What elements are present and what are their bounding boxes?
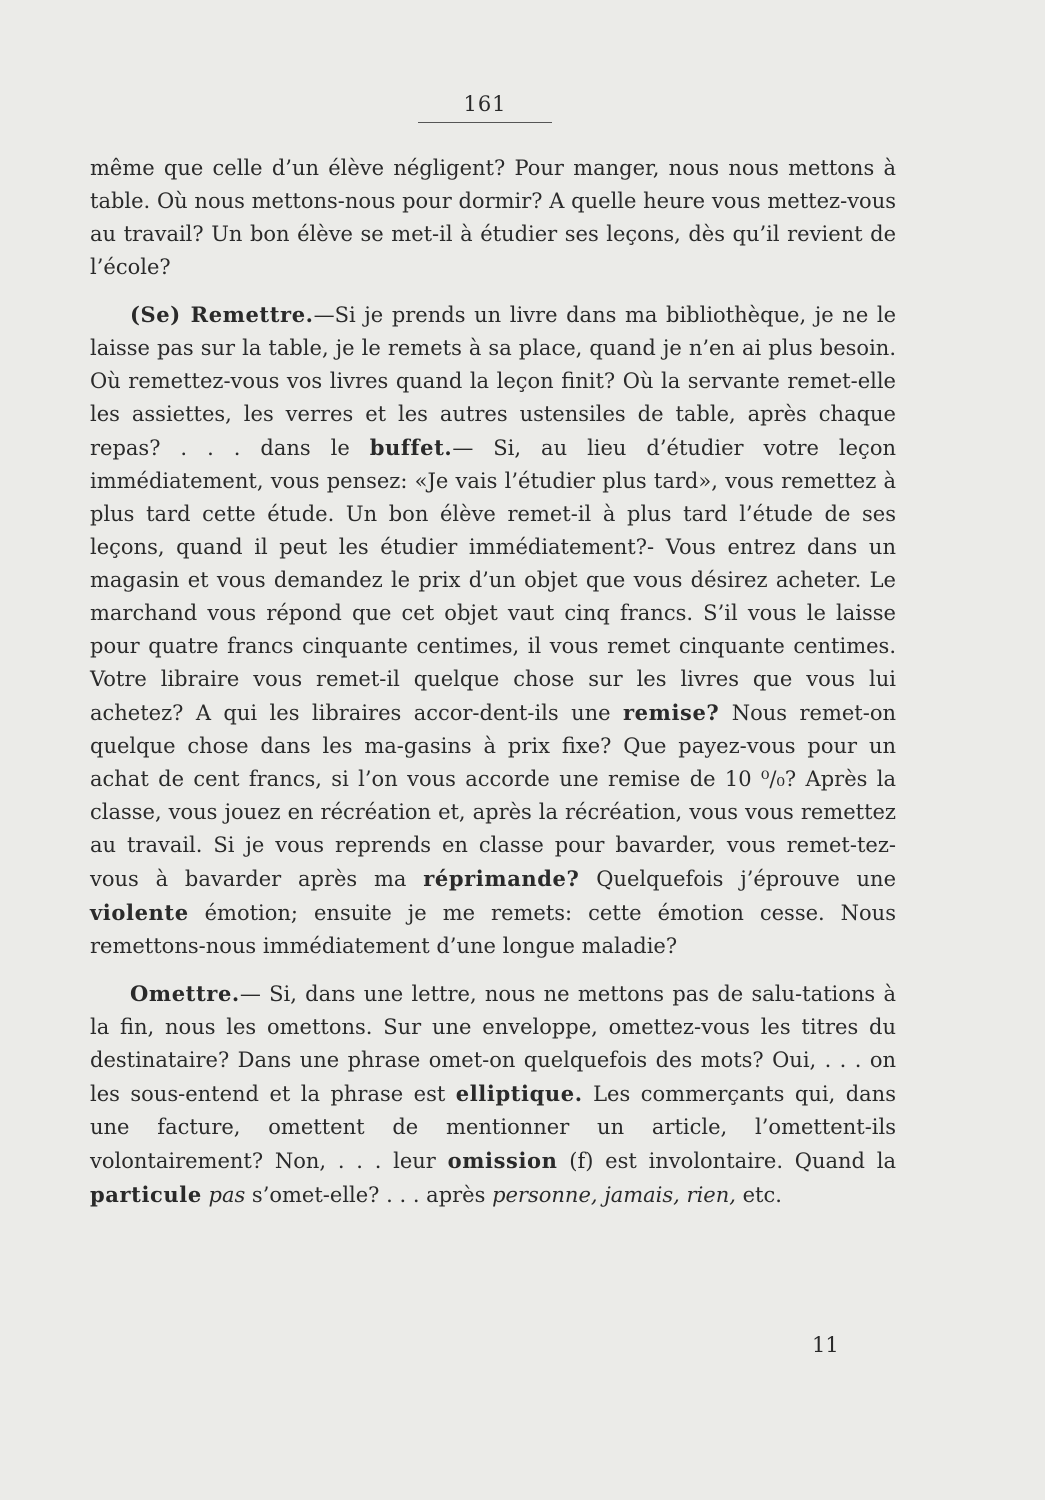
remettre-text-5: émotion; ensuite je me remets: cette émotion cesse. Nous remettons-nous immédiatement d’une longue maladie?	[90, 901, 896, 958]
omettre-text-4: s’omet-elle? . . . après	[245, 1183, 493, 1207]
remettre-text-2: — Si, au lieu d’étudier votre leçon immédiatement, vous pensez: «Je vais l’étudier plus tard», vous remettez à plus tard cette étude. Un bon élève remet-il à plus tard l’étude de ses leçons, quand il peut les étudier immédiatement?- Vous entrez dans un magasin et vous demandez le prix d’un objet que vous désirez acheter. Le marchand vous répond que cet objet vaut cinq francs. S’il vous le laisse pour quatre francs cinquante centimes, il vous remet cinquante centimes. Votre libraire vous remet-il quelque chose sur les livres que vous lui achetez? A qui les libraires accor-dent-ils une	[90, 436, 896, 725]
remettre-text-3: Nous remet-on quelque chose dans les ma-gasins à prix fixe? Que payez-vous pour un achat de cent francs, si l’on vous accorde une remise de 10 ⁰/₀? Après la classe, vous jouez en récréation et, après la récréation, vous vous remettez au travail. Si je vous reprends en classe pour bavarder, vous remet-tez-vous à bavarder après ma	[90, 701, 896, 891]
headword-remettre: (Se) Remettre.	[130, 302, 314, 327]
omettre-text-5: etc.	[735, 1183, 782, 1207]
paragraph-omettre	[90, 977, 896, 1212]
remettre-text-4: Quelquefois j’éprouve une	[579, 867, 897, 891]
term-elliptique: elliptique.	[455, 1081, 583, 1106]
signature-mark: 11	[812, 1333, 839, 1357]
remettre-text-1: —Si je prends un livre dans ma bibliothèque, je ne le laisse pas sur la table, je le remets à sa place, quand je n’en ai plus besoin. Où remettez-vous vos livres quand la leçon finit? Où la servante remet-elle les assiettes, les verres et les autres ustensiles de table, après chaque repas? . . . dans le	[90, 303, 897, 460]
paragraph-gap	[90, 284, 896, 298]
italic-pas: pas	[201, 1183, 246, 1207]
omettre-text-1: — Si, dans une lettre, nous ne mettons pas de salu-tations à la fin, nous les omettons. Sur une enveloppe, omettez-vous les titres du destinataire? Dans une phrase omet-on quelquefois des mots? Oui, . . . on les sous-entend et la phrase est	[90, 982, 896, 1106]
page-number: 161	[463, 92, 507, 116]
term-violente: violente	[90, 900, 189, 925]
omettre-text-2: Les commerçants qui, dans une facture, omettent de mentionner un article, l’omettent-ils volontairement? Non, . . . leur	[90, 1082, 896, 1173]
paragraph-gap	[90, 963, 896, 977]
body-text	[90, 152, 896, 1212]
term-reprimande: réprimande?	[423, 866, 580, 891]
paragraph-continuation: même que celle d’un élève négligent? Pour manger, nous nous mettons à table. Où nous mettons-nous pour dormir? A quelle heure vous mettez-vous au travail? Un bon élève se met-il à étudier ses leçons, dès qu’il revient de l’école?	[90, 156, 896, 279]
term-omission: omission	[447, 1148, 558, 1173]
header-rule	[418, 122, 552, 123]
term-remise: remise?	[623, 700, 720, 725]
term-particule: particule	[90, 1182, 202, 1207]
italic-examples: personne, jamais, rien,	[492, 1183, 736, 1207]
paragraph-remettre	[90, 298, 896, 963]
omettre-text-3: (f) est involontaire. Quand la	[557, 1149, 896, 1173]
headword-omettre: Omettre.	[130, 981, 240, 1006]
term-buffet: buffet.	[369, 435, 453, 460]
